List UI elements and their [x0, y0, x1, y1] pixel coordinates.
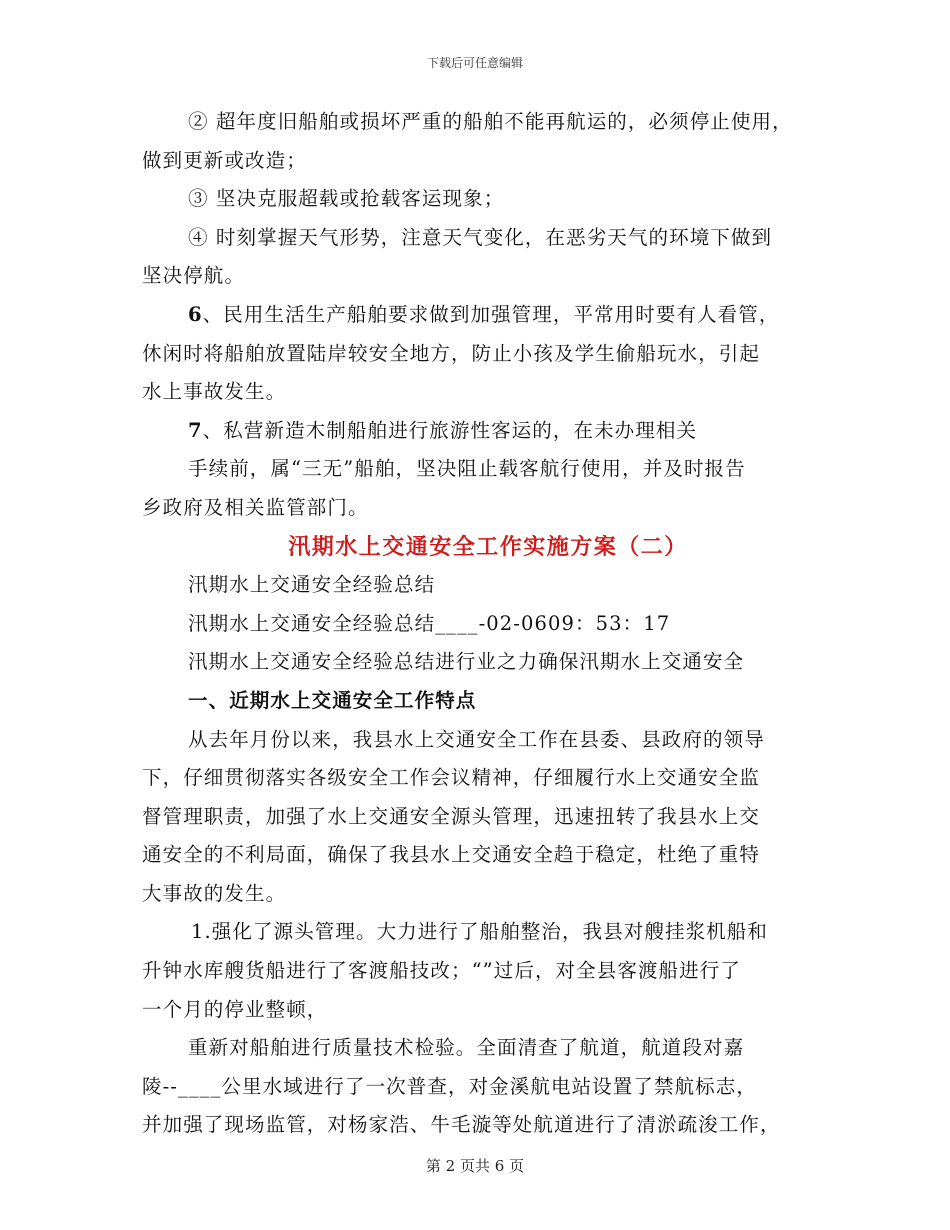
- item-number: 7: [188, 418, 203, 442]
- page-header: 下载后可任意编辑: [426, 56, 523, 70]
- text-line: 从去年月份以来，我县水上交通安全工作在县委、县政府的领导: [188, 727, 765, 751]
- text-line: 通安全的不利局面，确保了我县水上交通安全趋于稳定，杜绝了重特: [142, 843, 761, 867]
- text-line: 汛期水上交通安全经验总结进行业之力确保汛期水上交通安全: [188, 650, 745, 674]
- text-line: 乡政府及相关监管部门。: [142, 495, 369, 519]
- text-line: 陵--____公里水域进行了一次普查，对金溪航电站设置了禁航标志，: [142, 1074, 757, 1098]
- text-line: [142, 412, 810, 451]
- section-heading: 一、近期水上交通安全工作特点: [188, 688, 477, 712]
- item-number: 6: [188, 302, 203, 326]
- document-body: [142, 103, 810, 1145]
- text-line: 1.强化了源头管理。大力进行了船舶整治，我县对艘挂浆机船和: [191, 920, 769, 944]
- text-line: ④ 时刻掌握天气形势，注意天气变化，在恶劣天气的环境下做到: [188, 225, 773, 249]
- page-footer: 第 2 页共 6 页: [425, 1157, 525, 1175]
- text-line: 水上事故发生。: [142, 380, 287, 404]
- text-line: 一个月的停业整顿，: [142, 997, 328, 1021]
- text-line: 督管理职责，加强了水上交通安全源头管理，迅速扭转了我县水上交: [142, 804, 761, 828]
- item-text: 、民用生活生产船舶要求做到加强管理，平常用时要有人看管，: [202, 302, 780, 326]
- text-line: 休闲时将船舶放置陆岸较安全地方，防止小孩及学生偷船玩水，引起: [142, 341, 761, 365]
- text-line: 重新对船舶进行质量技术检验。全面清查了航道，航道段对嘉: [188, 1036, 745, 1060]
- text-line: 并加强了现场监管，对杨家浩、牛毛漩等处航道进行了清淤疏浚工作，: [142, 1113, 781, 1137]
- text-line: 汛期水上交通安全经验总结____-02-0609：53：17: [188, 611, 671, 635]
- text-line: 大事故的发生。: [142, 881, 287, 905]
- text-line: 下，仔细贯彻落实各级安全工作会议精神，仔细履行水上交通安全监: [142, 766, 761, 790]
- text-line: 手续前，属“三无”船舶，坚决阻止载客航行使用，并及时报告: [188, 457, 746, 481]
- text-line: 升钟水库艘货船进行了客渡船技改；“”过后，对全县客渡船进行了: [142, 959, 741, 983]
- text-line: 做到更新或改造；: [142, 148, 307, 172]
- text-line: 汛期水上交通安全经验总结: [188, 573, 436, 597]
- text-line: [142, 296, 810, 335]
- item-text: 、私营新造木制船舶进行旅游性客运的，在未办理相关: [202, 418, 698, 442]
- section-title: 汛期水上交通安全工作实施方案（二）: [288, 533, 688, 560]
- text-line: ② 超年度旧船舶或损坏严重的船舶不能再航运的，必须停止使用，: [188, 110, 793, 133]
- text-line: ③ 坚决克服超载或抢载客运现象；: [188, 187, 505, 211]
- text-line: 坚决停航。: [142, 264, 246, 288]
